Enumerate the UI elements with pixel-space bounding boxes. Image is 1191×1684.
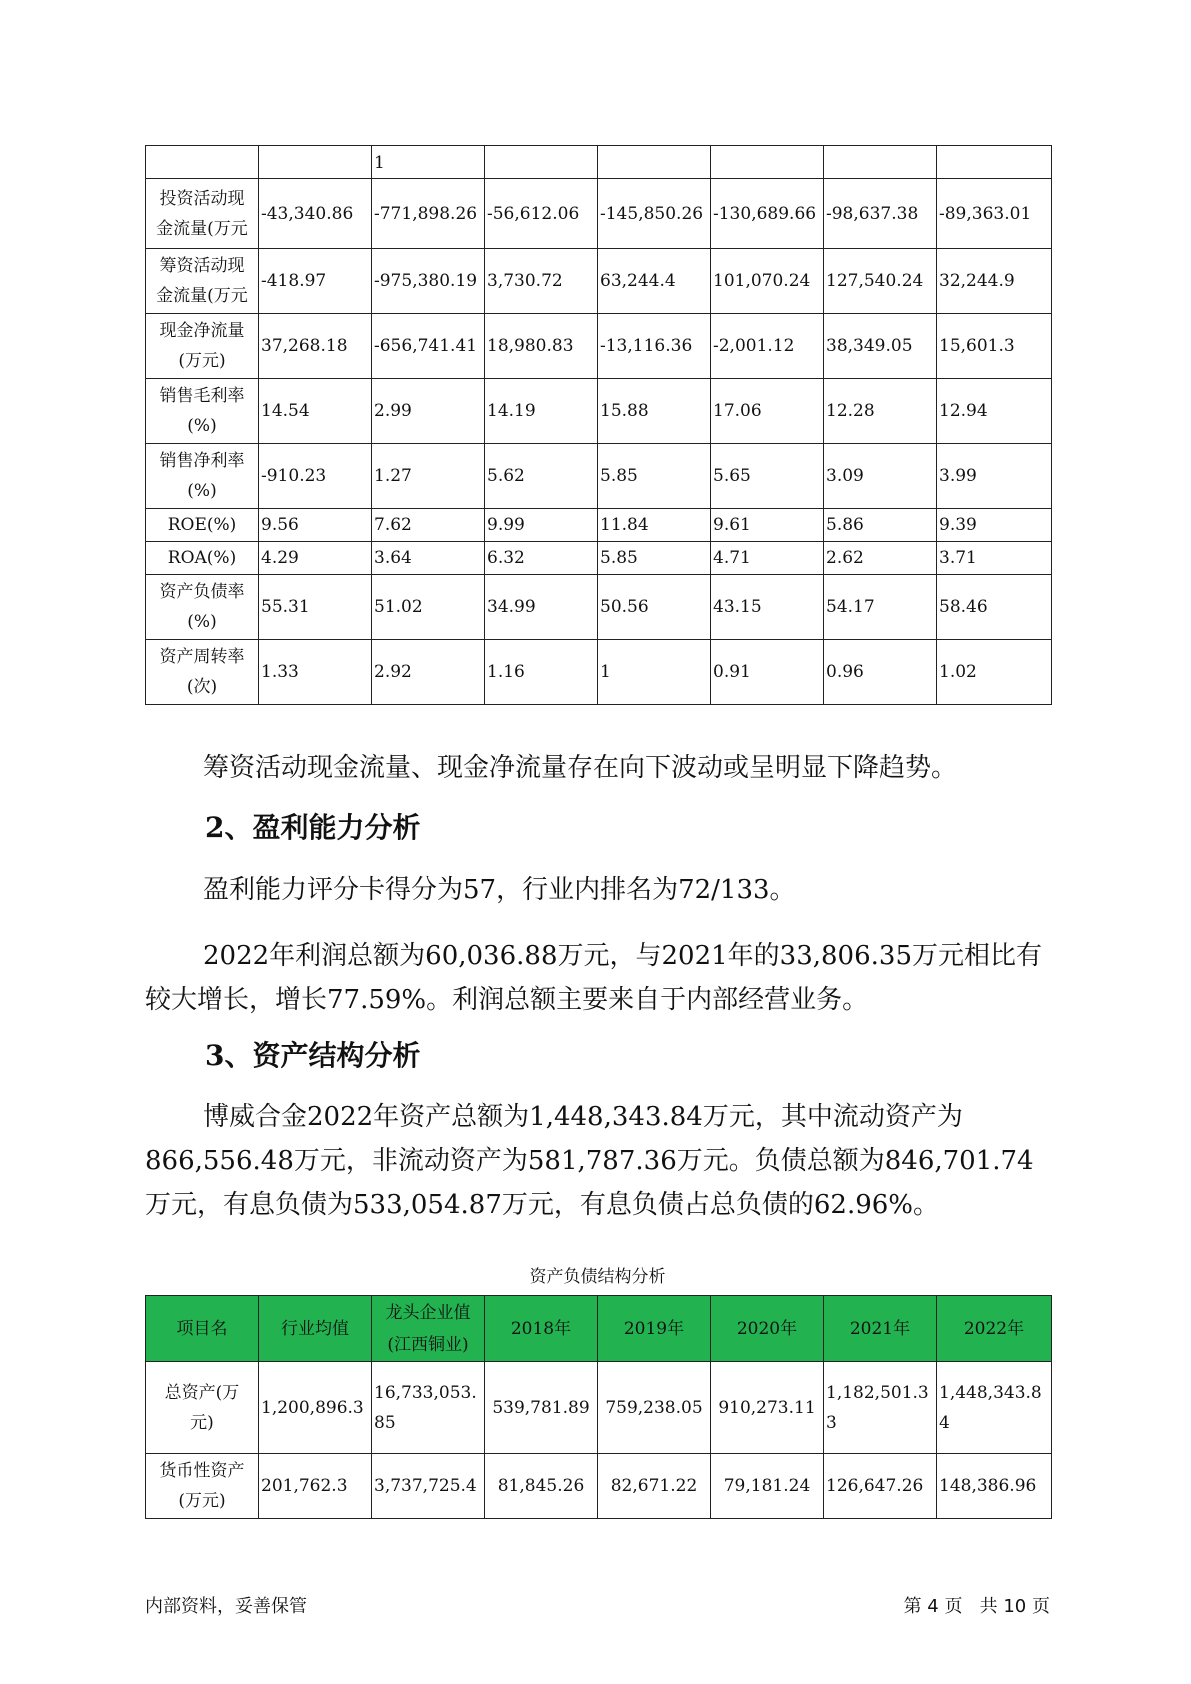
row-label: 投资活动现 金流量(万元 — [146, 179, 259, 249]
table-row — [146, 249, 1052, 314]
table-cell: 539,781.89 — [485, 1362, 598, 1454]
table-cell: -130,689.66 — [711, 179, 824, 249]
table-cell — [711, 146, 824, 179]
table-cell: 148,386.96 — [937, 1454, 1052, 1519]
table-cell: 5.62 — [485, 444, 598, 509]
table-cell: 2.92 — [372, 640, 485, 705]
table-cell: 32,244.9 — [937, 249, 1052, 314]
table-cell: -56,612.06 — [485, 179, 598, 249]
row-label: 销售毛利率 (%) — [146, 379, 259, 444]
row-label: 现金净流量 (万元) — [146, 314, 259, 379]
table-cell: 759,238.05 — [598, 1362, 711, 1454]
table-cell: -89,363.01 — [937, 179, 1052, 249]
table-cell: 6.32 — [485, 542, 598, 575]
table-cell: -43,340.86 — [259, 179, 372, 249]
table-cell: 34.99 — [485, 575, 598, 640]
table-cell: 3,737,725.4 — [372, 1454, 485, 1519]
table-cell: 38,349.05 — [824, 314, 937, 379]
table-cell: 11.84 — [598, 509, 711, 542]
table-cell: -418.97 — [259, 249, 372, 314]
table-row — [146, 1454, 1052, 1519]
table-cell: 54.17 — [824, 575, 937, 640]
table-header-row — [146, 1296, 1052, 1362]
row-label: 货币性资产 (万元) — [146, 1454, 259, 1519]
column-header: 2018年 — [485, 1296, 598, 1362]
table-cell: -98,637.38 — [824, 179, 937, 249]
table-cell: 50.56 — [598, 575, 711, 640]
column-header: 2021年 — [824, 1296, 937, 1362]
table-cell: 1.33 — [259, 640, 372, 705]
table-cell: 1,182,501.3 3 — [824, 1362, 937, 1454]
profitability-score-paragraph: 盈利能力评分卡得分为57，行业内排名为72/133。 — [203, 875, 796, 905]
table-cell: 12.94 — [937, 379, 1052, 444]
cashflow-summary-paragraph: 筹资活动现金流量、现金净流量存在向下波动或呈明显下降趋势。 — [203, 753, 958, 783]
table-cell — [937, 146, 1052, 179]
table-cell: 9.39 — [937, 509, 1052, 542]
row-label — [146, 146, 259, 179]
table-cell — [485, 146, 598, 179]
table-cell — [259, 146, 372, 179]
table-cell: 2.62 — [824, 542, 937, 575]
table-cell: 126,647.26 — [824, 1454, 937, 1519]
table-cell: 3.09 — [824, 444, 937, 509]
table-cell: 9.99 — [485, 509, 598, 542]
table-cell: 63,244.4 — [598, 249, 711, 314]
table-cell: 0.96 — [824, 640, 937, 705]
table-cell: -656,741.41 — [372, 314, 485, 379]
section-heading-asset-structure: 3、资产结构分析 — [205, 1039, 421, 1072]
table-cell: 3,730.72 — [485, 249, 598, 314]
table-cell: -771,898.26 — [372, 179, 485, 249]
table-cell: 1,200,896.3 — [259, 1362, 372, 1454]
row-label: 资产负债率 (%) — [146, 575, 259, 640]
table-cell: 5.65 — [711, 444, 824, 509]
table-cell: 15.88 — [598, 379, 711, 444]
row-label: 销售净利率 (%) — [146, 444, 259, 509]
column-header: 2022年 — [937, 1296, 1052, 1362]
financial-ratios-table — [145, 145, 1052, 705]
table-row — [146, 1362, 1052, 1454]
table-row — [146, 575, 1052, 640]
footer-page-number: 第 4 页 共 10 页 — [903, 1596, 1050, 1617]
profit-total-paragraph: 2022年利润总额为60,036.88万元，与2021年的33,806.35万元相比有较大增长，增长77.59%。利润总额主要来自于内部经营业务。 — [145, 941, 1042, 1015]
table-row — [146, 640, 1052, 705]
table-cell: 101,070.24 — [711, 249, 824, 314]
table-cell: 9.61 — [711, 509, 824, 542]
table-cell: 0.91 — [711, 640, 824, 705]
table-row — [146, 542, 1052, 575]
table-cell: 14.19 — [485, 379, 598, 444]
table-cell: -2,001.12 — [711, 314, 824, 379]
table-cell: 1 — [372, 146, 485, 179]
table-cell: 3.64 — [372, 542, 485, 575]
table-cell: 16,733,053. 85 — [372, 1362, 485, 1454]
column-header: 2020年 — [711, 1296, 824, 1362]
table-cell: 18,980.83 — [485, 314, 598, 379]
section-heading-profitability: 2、盈利能力分析 — [205, 811, 421, 844]
table-cell: 5.85 — [598, 542, 711, 575]
table-cell: 82,671.22 — [598, 1454, 711, 1519]
table-cell: 5.86 — [824, 509, 937, 542]
row-label: 筹资活动现 金流量(万元 — [146, 249, 259, 314]
table-cell: 51.02 — [372, 575, 485, 640]
table-cell: 3.99 — [937, 444, 1052, 509]
table-cell: 79,181.24 — [711, 1454, 824, 1519]
table-cell: 4.29 — [259, 542, 372, 575]
table-cell: 12.28 — [824, 379, 937, 444]
column-header: 行业均值 — [259, 1296, 372, 1362]
table-cell: 4.71 — [711, 542, 824, 575]
table-cell: 1.27 — [372, 444, 485, 509]
table-cell: 9.56 — [259, 509, 372, 542]
row-label: ROA(%) — [146, 542, 259, 575]
table-cell: 127,540.24 — [824, 249, 937, 314]
table-cell: 55.31 — [259, 575, 372, 640]
footer-confidential-note: 内部资料，妥善保管 — [145, 1596, 307, 1617]
table-cell: 1.16 — [485, 640, 598, 705]
table-cell: 910,273.11 — [711, 1362, 824, 1454]
table-row — [146, 379, 1052, 444]
table-cell — [824, 146, 937, 179]
row-label: 总资产(万 元) — [146, 1362, 259, 1454]
table-cell: 3.71 — [937, 542, 1052, 575]
table-cell: 1.02 — [937, 640, 1052, 705]
table-cell: -975,380.19 — [372, 249, 485, 314]
table-row — [146, 314, 1052, 379]
table-cell: 15,601.3 — [937, 314, 1052, 379]
table-cell: 7.62 — [372, 509, 485, 542]
table-cell: 1,448,343.8 4 — [937, 1362, 1052, 1454]
row-label: 资产周转率 (次) — [146, 640, 259, 705]
column-header: 2019年 — [598, 1296, 711, 1362]
table-cell: -910.23 — [259, 444, 372, 509]
table-cell: -13,116.36 — [598, 314, 711, 379]
asset-liability-structure-table — [145, 1295, 1052, 1519]
column-header: 龙头企业值 (江西铜业) — [372, 1296, 485, 1362]
row-label: ROE(%) — [146, 509, 259, 542]
table-cell: 81,845.26 — [485, 1454, 598, 1519]
table-cell — [598, 146, 711, 179]
table-cell: 43.15 — [711, 575, 824, 640]
table-cell: -145,850.26 — [598, 179, 711, 249]
column-header: 项目名 — [146, 1296, 259, 1362]
table-cell: 17.06 — [711, 379, 824, 444]
table-cell: 37,268.18 — [259, 314, 372, 379]
table-row — [146, 444, 1052, 509]
table-cell: 2.99 — [372, 379, 485, 444]
table-cell: 14.54 — [259, 379, 372, 444]
table-row — [146, 509, 1052, 542]
table-row — [146, 146, 1052, 179]
table-cell: 5.85 — [598, 444, 711, 509]
asset-structure-paragraph: 博威合金2022年资产总额为1,448,343.84万元，其中流动资产为866,556.48万元，非流动资产为581,787.36万元。负债总额为846,701.74万元，有息负债为533,054.87万元，有息负债占总负债的62.96%。 — [145, 1102, 1034, 1220]
table-row — [146, 179, 1052, 249]
table-caption: 资产负债结构分析 — [529, 1267, 666, 1287]
table-cell: 201,762.3 — [259, 1454, 372, 1519]
table-cell: 1 — [598, 640, 711, 705]
table-cell: 58.46 — [937, 575, 1052, 640]
